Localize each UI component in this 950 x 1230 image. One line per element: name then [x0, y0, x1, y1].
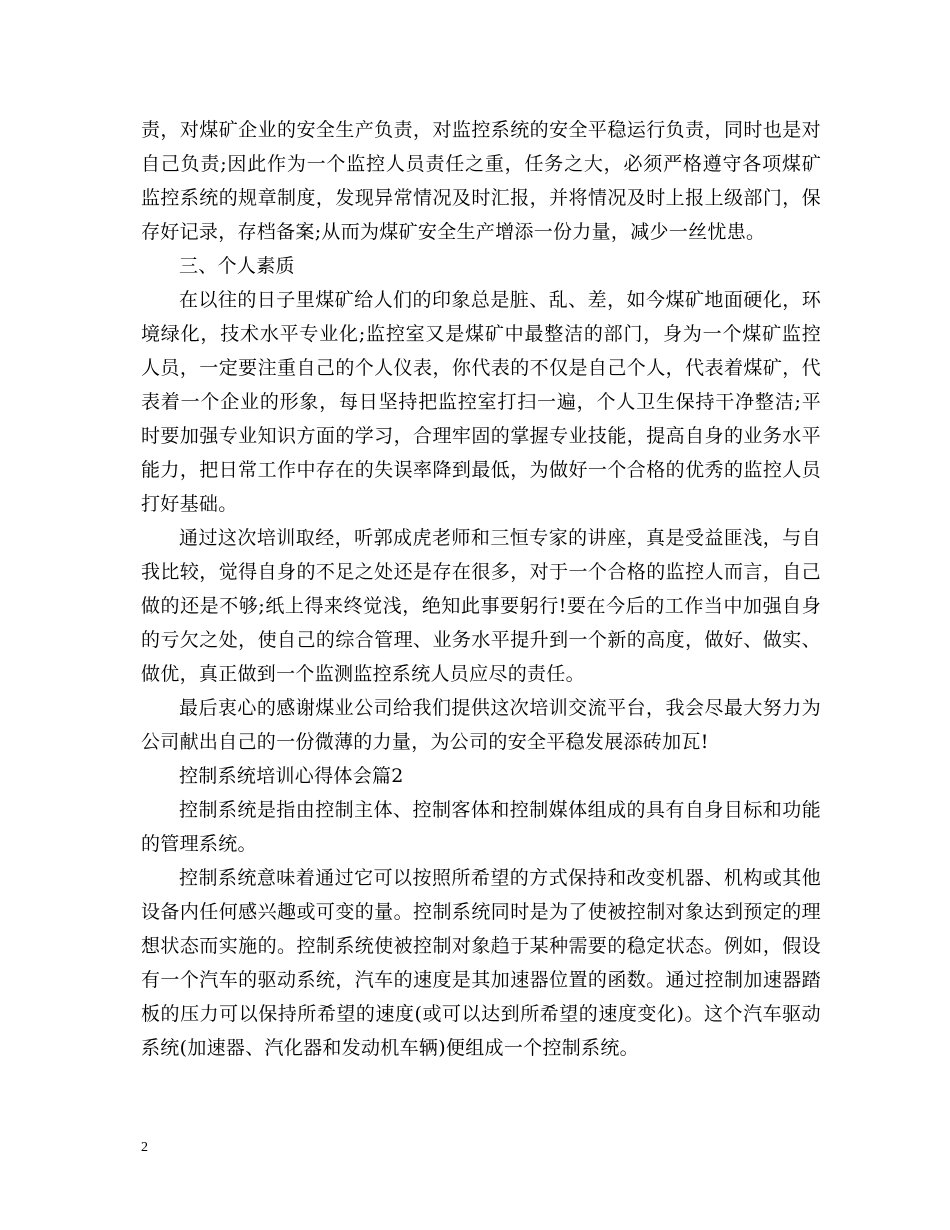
page-body [141, 113, 821, 1065]
paragraph-thanks: 最后衷心的感谢煤业公司给我们提供这次培训交流平台，我会尽最大努力为公司献出自己的一份微薄的力量，为公司的安全平稳发展添砖加瓦! [141, 697, 821, 753]
paragraph-personal-quality: 在以往的日子里煤矿给人们的印象总是脏、乱、差，如今煤矿地面硬化，环境绿化，技术水平专业化;监控室又是煤矿中最整洁的部门，身为一个煤矿监控人员，一定要注重自己的个人仪表，你代表的不仅是自己个人，代表着煤矿，代表着一个企业的形象，每日坚持把监控室打扫一遍，个人卫生保持干净整洁;平时要加强专业知识方面的学习，合理牢固的掌握专业技能，提高自身的业务水平能力，把日常工作中存在的失误率降到最低，为做好一个合格的优秀的监控人员打好基础。 [141, 289, 821, 515]
paragraph-control-system-example: 控制系统意味着通过它可以按照所希望的方式保持和改变机器、机构或其他设备内任何感兴趣或可变的量。控制系统同时是为了使被控制对象达到预定的理想状态而实施的。控制系统使被控制对象趋于某种需要的稳定状态。例如，假设有一个汽车的驱动系统，汽车的速度是其加速器位置的函数。通过控制加速器踏板的压力可以保持所希望的速度(或可以达到所希望的速度变化)。这个汽车驱动系统(加速器、汽化器和发动机车辆)便组成一个控制系统。 [141, 867, 821, 1059]
paragraph-training-reflection: 通过这次培训取经，听郭成虎老师和三恒专家的讲座，真是受益匪浅，与自我比较，觉得自身的不足之处还是存在很多，对于一个合格的监控人而言，自己做的还是不够;纸上得来终觉浅，绝知此事要躬行!要在今后的工作当中加强自身的亏欠之处，使自己的综合管理、业务水平提升到一个新的高度，做好、做实、做优，真正做到一个监测监控系统人员应尽的责任。 [141, 527, 821, 685]
page-number: 2 [141, 1140, 148, 1155]
paragraph-control-system-definition: 控制系统是指由控制主体、控制客体和控制媒体组成的具有自身目标和功能的管理系统。 [141, 799, 821, 855]
paragraph-continuation: 责，对煤矿企业的安全生产负责，对监控系统的安全平稳运行负责，同时也是对自己负责;因此作为一个监控人员责任之重，任务之大，必须严格遵守各项煤矿监控系统的规章制度，发现异常情况及时汇报，并将情况及时上报上级部门，保存好记录，存档备案;从而为煤矿安全生产增添一份力量，减少一丝忧患。 [141, 119, 821, 243]
article-title-part-2: 控制系统培训心得体会篇2 [179, 765, 404, 787]
section-heading-personal-quality: 三、个人素质 [179, 255, 295, 277]
